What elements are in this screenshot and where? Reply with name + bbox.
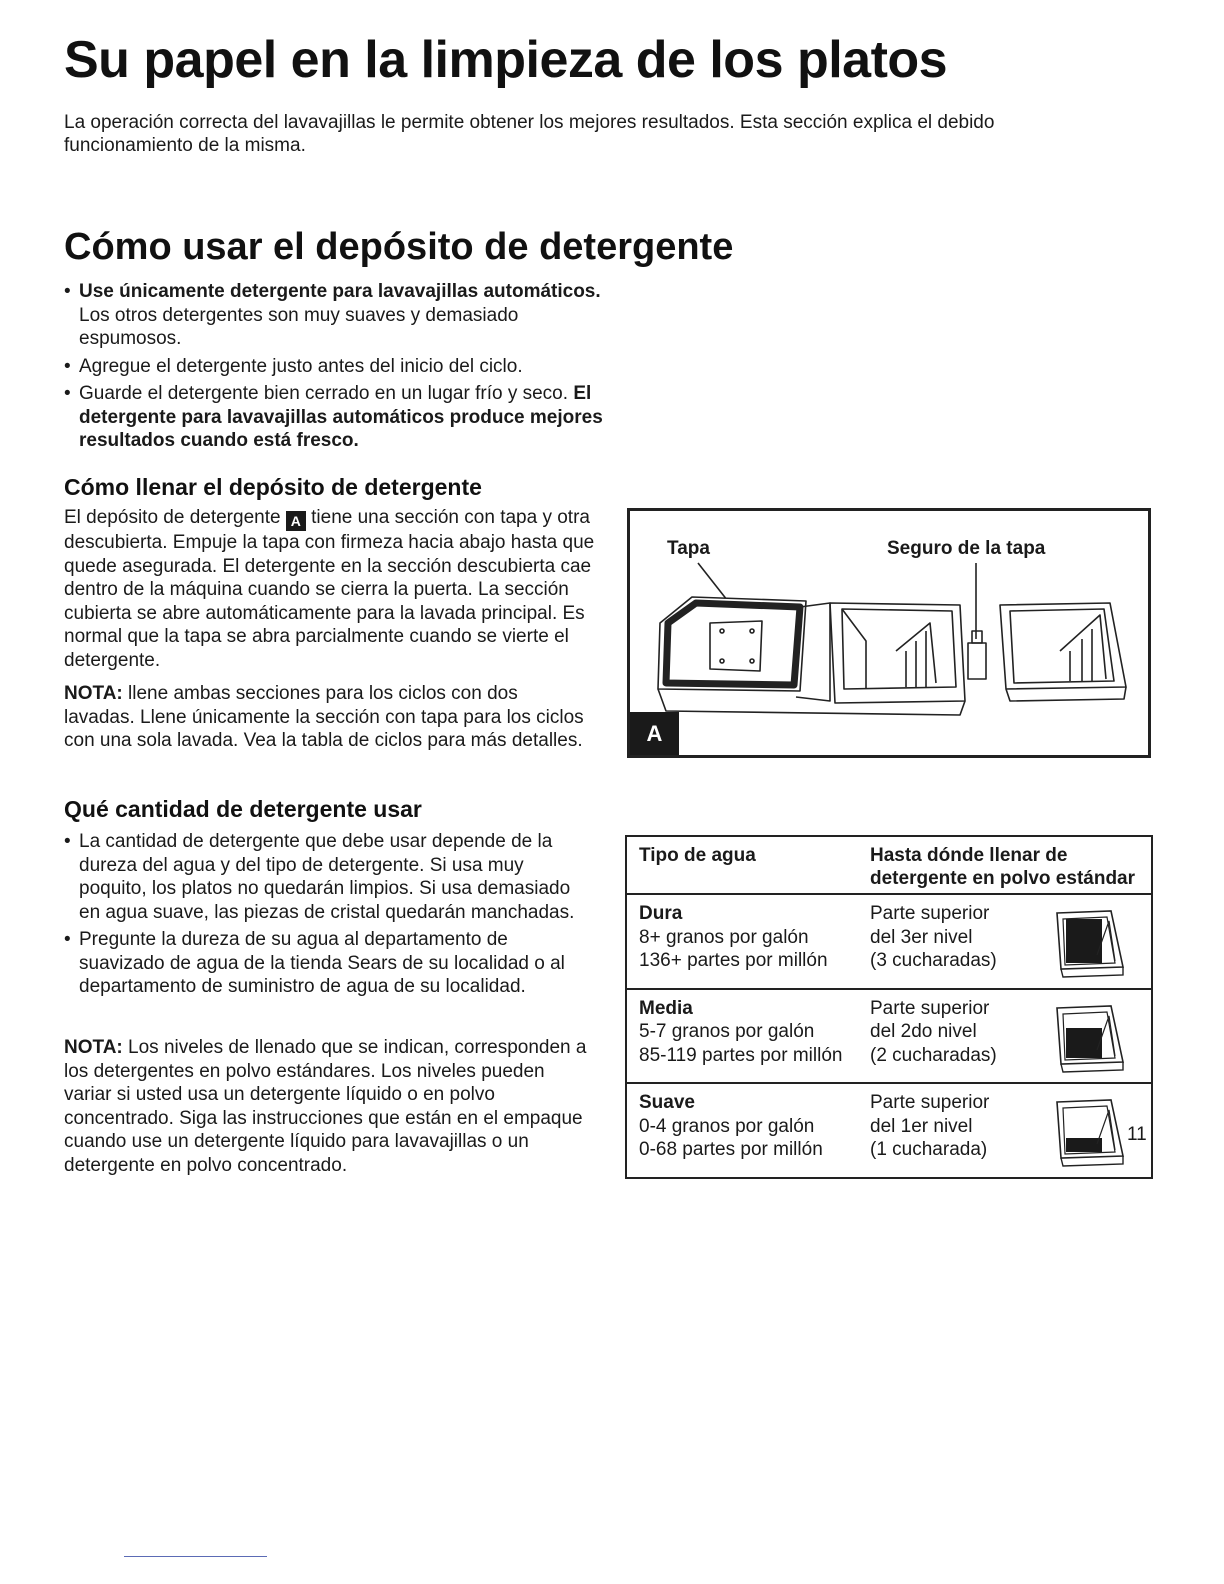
table-header-row [626,836,1152,894]
fill-line-2: del 2do nivel [870,1021,977,1042]
dispenser-figure [627,508,1151,758]
bullet-text: Guarde el detergente bien cerrado en un lugar frío y seco. [79,383,574,404]
water-type-cell [626,989,858,1084]
ppm: 0-68 partes por millón [639,1139,823,1160]
detergent-cup-icon [1053,905,1129,981]
fill-line-1: Parte superior [870,1092,990,1113]
fill-line-2: del 3er nivel [870,926,973,948]
note-text: llene ambas secciones para los ciclos con dos lavadas. Llene únicamente la sección con tapa para los ciclos con una sola lavada. Vea la tabla de ciclos para más detalles. [64,683,584,751]
note-label: NOTA: [64,683,123,704]
fill-line-2: del 1er nivel [870,1115,973,1137]
fill-line-3: (1 cucharada) [870,1139,988,1160]
amount-note [64,1036,594,1177]
water-hardness-table [625,835,1153,1179]
figure-label-lid: Tapa [667,538,710,559]
figure-label-latch: Seguro de la tapa [887,538,1046,559]
dispenser-illustration [630,511,1148,755]
fill-text-after: tiene una sección con tapa y otra descubierta. Empuje la tapa con firmeza hacia abajo hasta que quede asegurada. El detergente en la sección descubierta cae dentro de la máquina cuando se cierra la puerta. La sección cubierta se abre automáticamente para la lavada principal. Es normal que la tapa se abra parcialmente cuando se vierte el detergente. [64,507,595,671]
fill-heading: Cómo llenar el depósito de detergente [64,474,482,500]
table-header: Tipo de agua [626,836,858,894]
table-row [626,894,1152,989]
bullet-bold-text: El detergente para lavavajillas automáticos produce mejores resultados cuando está fresco. [79,383,603,451]
fill-line-3: (3 cucharadas) [870,950,997,971]
footer-rule [124,1556,267,1557]
water-type: Suave [639,1092,695,1113]
ppm: 136+ partes por millón [639,950,828,971]
bullet-text: Agregue el detergente justo antes del inicio del ciclo. [79,355,523,377]
note-text: Los niveles de llenado que se indican, corresponden a los detergentes en polvo estándares. Los niveles pueden variar si usted usa un detergente líquido o en polvo concentrado. Siga las instrucciones que están en el empaque cuando use un detergente líquido para lavavajillas o un detergente en polvo concentrado. [64,1037,587,1176]
fill-text-before: El depósito de detergente [64,507,286,528]
cup-icon-cell [1053,989,1152,1084]
fill-line-1: Parte superior [870,997,990,1019]
table-row [626,989,1152,1084]
list-item [64,382,604,453]
fill-line-3: (2 cucharadas) [870,1044,997,1066]
intro-paragraph: La operación correcta del lavavajillas le permite obtener los mejores resultados. Esta sección explica el debido funcionamiento de la misma. [64,112,995,156]
page-title: Su papel en la limpieza de los platos [64,31,948,89]
table-row [626,1083,1152,1178]
detergent-cup-icon [1053,1094,1129,1170]
fill-line-1: Parte superior [870,903,990,924]
usage-bullet-list [64,280,604,457]
grains: 8+ granos por galón [639,926,809,948]
bullet-bold-text: Use únicamente detergente para lavavajillas automáticos. [79,281,601,302]
water-type: Media [639,997,693,1019]
figure-ref-badge: A [286,511,306,531]
fill-paragraph [64,506,599,672]
fill-level-cell [858,894,1053,989]
cup-icon-cell [1053,894,1152,989]
figure-badge: A [630,712,679,755]
ppm: 85-119 partes por millón [639,1044,843,1066]
list-item: • La cantidad de detergente que debe usar depende de la dureza del agua y del tipo de detergente. Si usa muy poquito, los platos no quedarán limpios. Si usa demasiado en agua suave, las piezas de cristal quedarán manchadas. [64,830,594,924]
water-type-cell [626,894,858,989]
fill-level-cell [858,1083,1053,1178]
fill-level-cell [858,989,1053,1084]
list-item [64,280,604,351]
page-number: 11 [1127,1124,1147,1145]
grains: 0-4 granos por galón [639,1115,815,1137]
water-type: Dura [639,903,683,924]
water-type-cell [626,1083,858,1178]
section-title: Cómo usar el depósito de detergente [64,226,734,268]
amount-heading: Qué cantidad de detergente usar [64,796,422,822]
grains: 5-7 granos por galón [639,1021,815,1042]
list-item [64,355,604,379]
detergent-cup-icon [1053,1000,1129,1076]
fill-note [64,682,584,753]
amount-bullet-list [64,830,594,1003]
bullet-text: Los otros detergentes son muy suaves y demasiado espumosos. [79,304,519,349]
note-label: NOTA: [64,1037,123,1058]
list-item: • Pregunte la dureza de su agua al departamento de suavizado de agua de la tienda Sears de su localidad o al departamento de suministro de agua de su localidad. [64,928,594,999]
table-header: Hasta dónde llenar de detergente en polvo estándar [858,836,1152,894]
